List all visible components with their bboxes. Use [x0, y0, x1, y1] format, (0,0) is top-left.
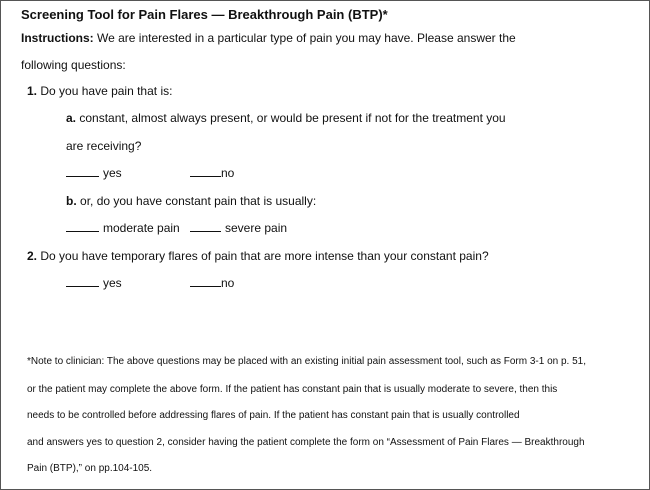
- clinician-note-line5: Pain (BTP),” on pp.104-105.: [27, 463, 153, 474]
- instructions-text-line2: following questions:: [21, 58, 126, 72]
- clinician-note-line3: needs to be controlled before addressing flares of pain. If the patient has constant pain that is usually controlled: [27, 410, 520, 421]
- form-title: Screening Tool for Pain Flares — Breakthrough Pain (BTP)*: [21, 7, 388, 22]
- answer-blank[interactable]: [66, 175, 99, 177]
- answer-blank[interactable]: [190, 285, 221, 287]
- option-label: severe pain: [225, 221, 288, 235]
- option-label: yes: [103, 276, 122, 290]
- question-1b-text: or, do you have constant pain that is usually:: [80, 194, 317, 208]
- question-2-number: 2.: [27, 249, 38, 263]
- instructions-label: Instructions:: [21, 31, 94, 45]
- clinician-note-line4: and answers yes to question 2, consider having the patient complete the form on “Assessment of Pain Flares — Breakthrough: [27, 437, 585, 448]
- answer-blank[interactable]: [66, 230, 99, 232]
- question-1: [27, 84, 172, 98]
- answer-blank[interactable]: [190, 175, 221, 177]
- question-1a-text: constant, almost always present, or would be present if not for the treatment you: [79, 111, 506, 125]
- question-2: [27, 249, 489, 263]
- question-1-text: Do you have pain that is:: [40, 84, 173, 98]
- question-1a-letter: a.: [66, 111, 77, 125]
- question-1b-option-moderate[interactable]: [66, 221, 180, 235]
- option-label: yes: [103, 166, 122, 180]
- question-2-text: Do you have temporary flares of pain that are more intense than your constant pain?: [40, 249, 489, 263]
- clinician-note-line1: *Note to clinician: The above questions may be placed with an existing initial pain assessment tool, such as Form 3-1 on p. 51,: [27, 356, 587, 367]
- question-1b-option-severe[interactable]: [190, 221, 287, 235]
- question-2-option-no[interactable]: [190, 276, 234, 290]
- question-2-option-yes[interactable]: [66, 276, 122, 290]
- question-1a: [66, 111, 506, 125]
- question-1-number: 1.: [27, 84, 38, 98]
- clinician-note-line2: or the patient may complete the above form. If the patient has constant pain that is usually moderate to severe, then this: [27, 384, 558, 395]
- answer-blank[interactable]: [66, 285, 99, 287]
- option-label: no: [221, 276, 235, 290]
- question-1a-option-no[interactable]: [190, 166, 234, 180]
- question-1b-letter: b.: [66, 194, 77, 208]
- question-1a-option-yes[interactable]: [66, 166, 122, 180]
- question-1a-text-line2: are receiving?: [66, 139, 142, 153]
- option-label: no: [221, 166, 235, 180]
- instructions-text: We are interested in a particular type of pain you may have. Please answer the: [97, 31, 516, 45]
- question-1b: [66, 194, 316, 208]
- answer-blank[interactable]: [190, 230, 221, 232]
- option-label: moderate pain: [103, 221, 180, 235]
- instructions-line1: [21, 31, 516, 45]
